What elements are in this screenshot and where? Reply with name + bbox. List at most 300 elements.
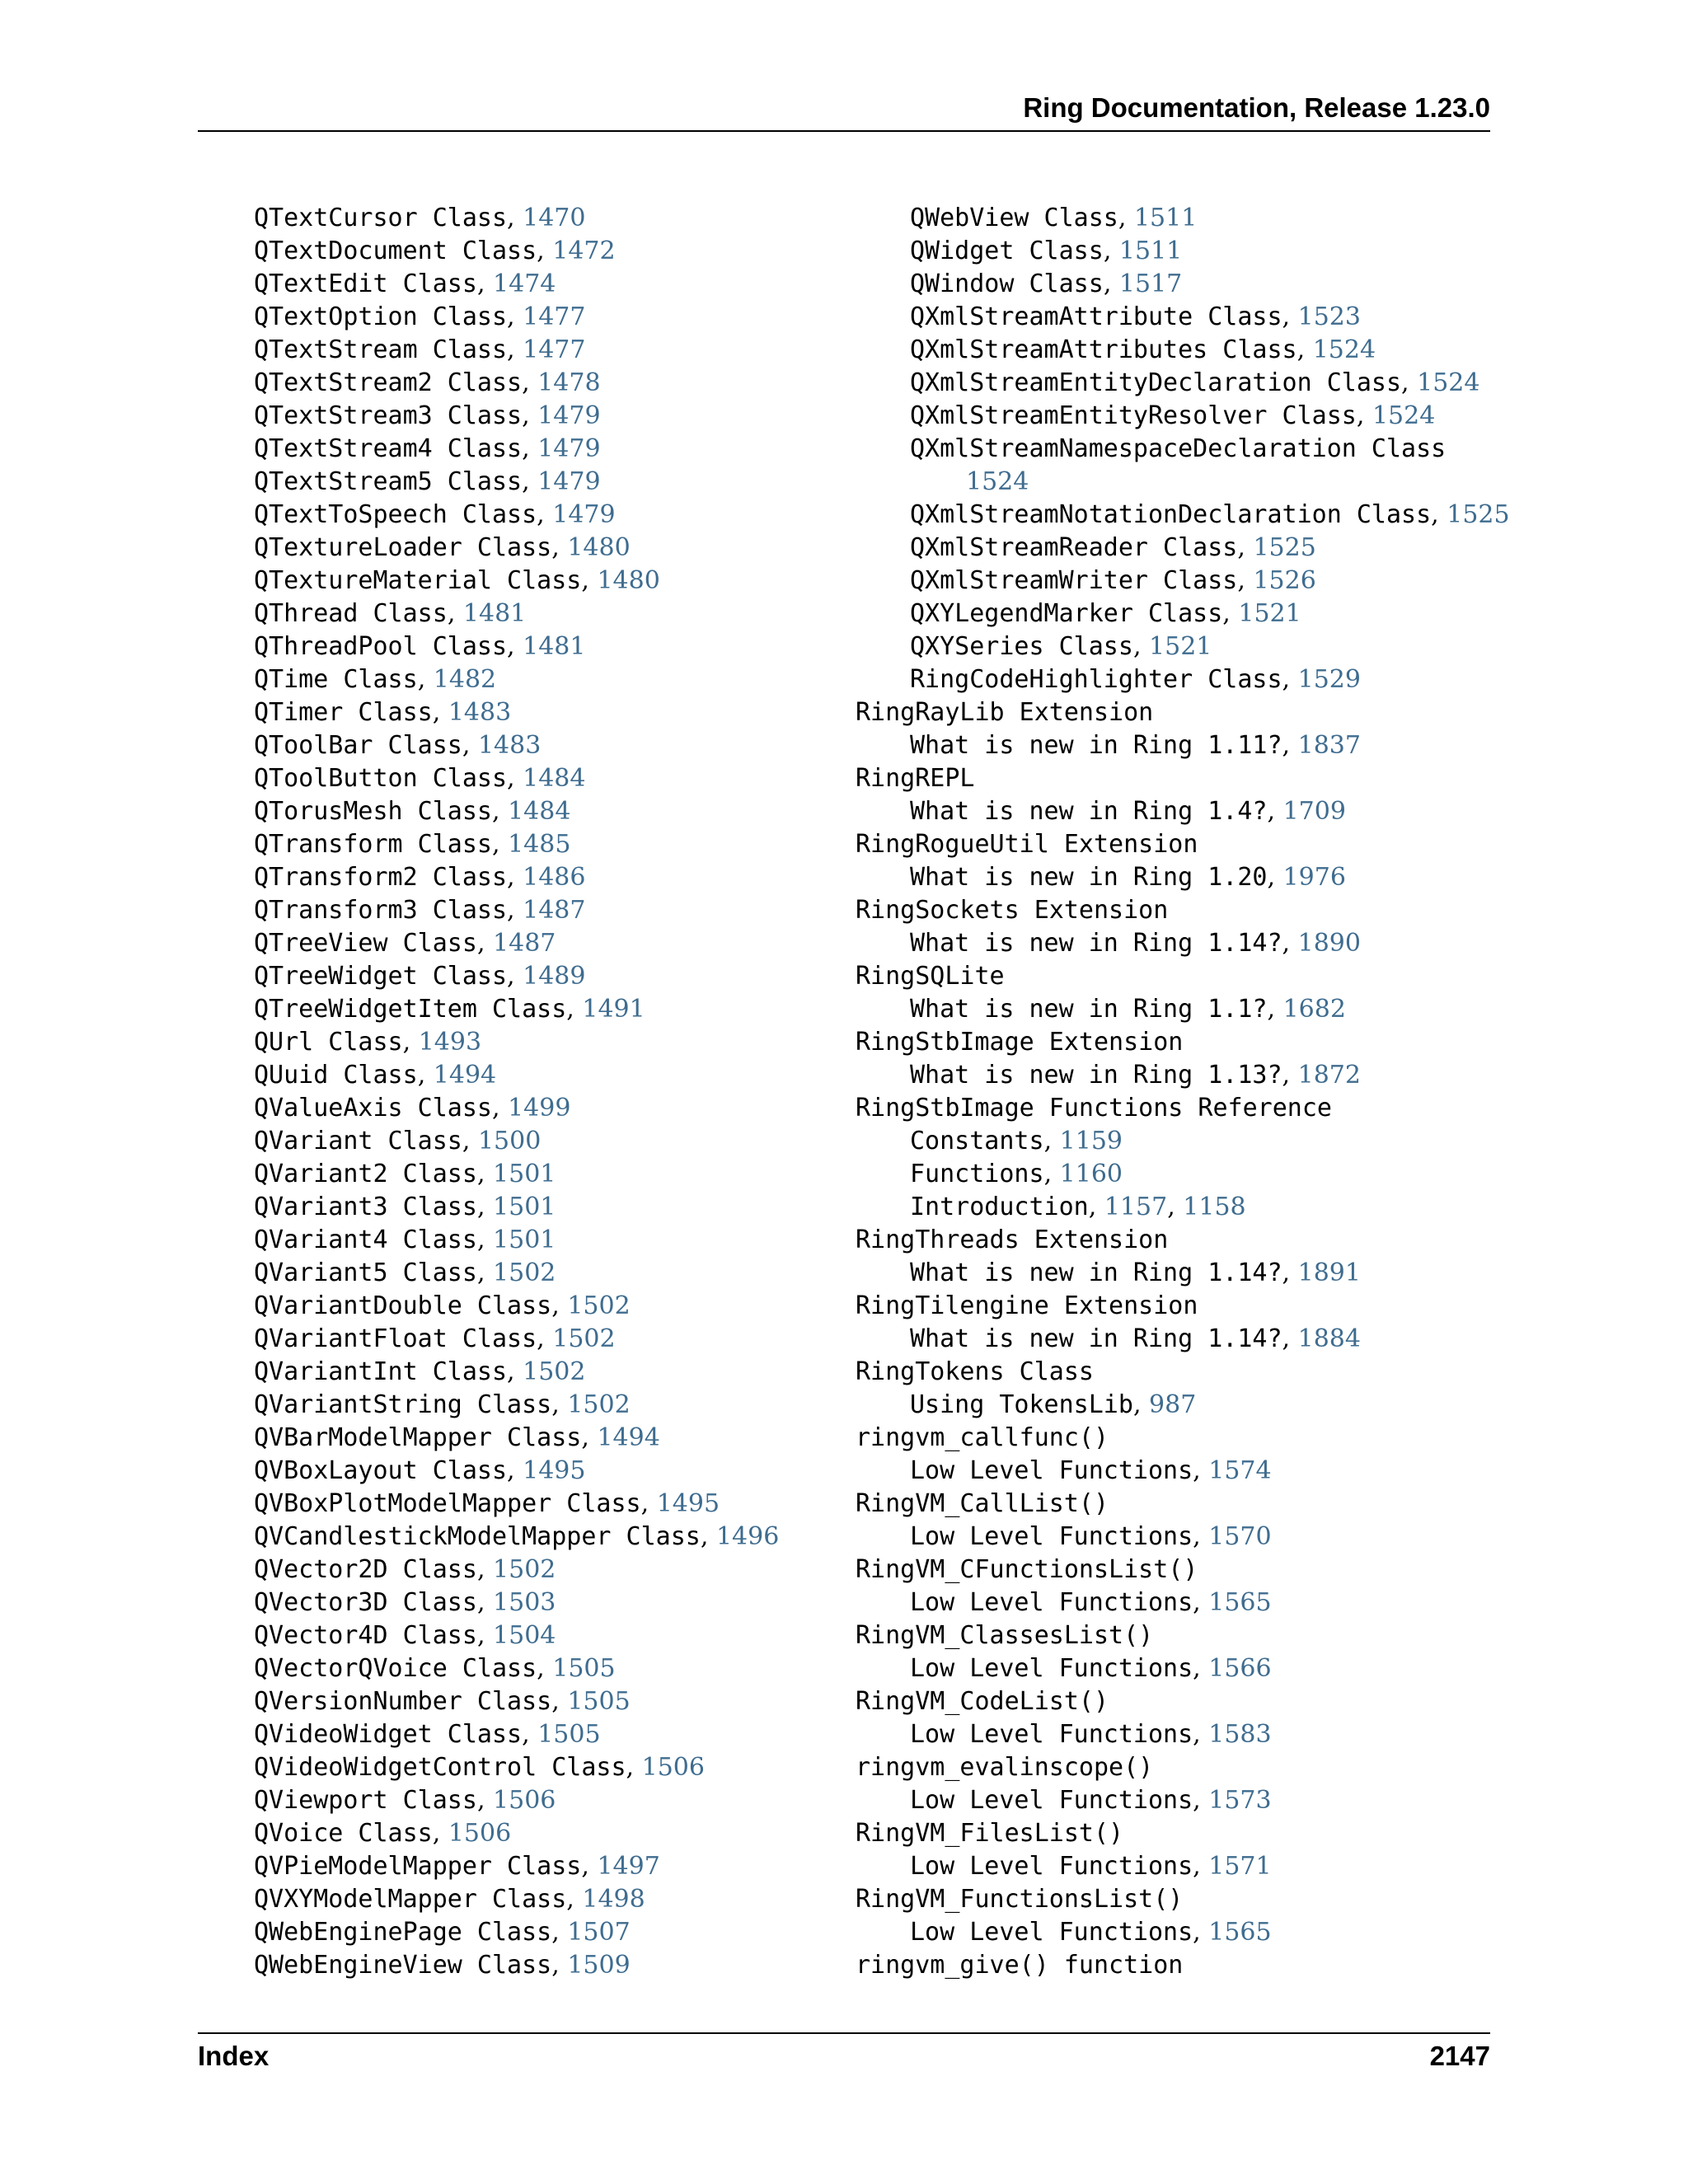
index-entry bbox=[856, 732, 1510, 765]
index-entry bbox=[856, 501, 1510, 534]
page-link[interactable]: 1511 bbox=[1133, 204, 1198, 232]
index-entry bbox=[254, 1391, 779, 1424]
index-entry bbox=[254, 1160, 779, 1193]
page-link[interactable]: 1502 bbox=[567, 1291, 631, 1320]
page-link[interactable]: 1481 bbox=[462, 599, 527, 628]
index-entry bbox=[856, 699, 1510, 732]
page-link[interactable]: 1505 bbox=[537, 1720, 601, 1749]
index-term: QWebEnginePage Class bbox=[254, 1918, 552, 1947]
index-term: QTextEdit Class bbox=[254, 269, 477, 298]
index-term: QWebView Class bbox=[910, 204, 1118, 232]
index-page-refs: , 1483 bbox=[462, 731, 542, 760]
index-page-refs: , 1571 bbox=[1193, 1852, 1272, 1881]
page-link[interactable]: 1566 bbox=[1208, 1654, 1272, 1683]
index-entry bbox=[254, 1688, 779, 1721]
footer-section-label: Index bbox=[198, 2041, 270, 2071]
index-term: QVoice Class bbox=[254, 1819, 433, 1848]
index-term: ringvm_give() function bbox=[856, 1951, 1184, 1980]
page-link[interactable]: 1524 bbox=[1417, 368, 1480, 397]
index-entry bbox=[254, 1029, 779, 1062]
index-entry bbox=[856, 1457, 1510, 1490]
index-entry bbox=[254, 336, 779, 369]
index-term: RingTilengine Extension bbox=[856, 1291, 1198, 1320]
page-link[interactable]: 1976 bbox=[1282, 863, 1346, 892]
index-term: RingStbImage Functions Reference bbox=[856, 1094, 1332, 1122]
index-term: QTimer Class bbox=[254, 698, 433, 727]
index-term: QVCandlestickModelMapper Class bbox=[254, 1522, 701, 1551]
page-link[interactable]: 1497 bbox=[597, 1852, 660, 1881]
index-page-refs: , 1481 bbox=[507, 632, 586, 661]
index-term: QVBoxLayout Class bbox=[254, 1456, 508, 1485]
page-link[interactable]: 1501 bbox=[493, 1226, 556, 1254]
page-link[interactable]: 1525 bbox=[1447, 500, 1510, 529]
index-entry bbox=[856, 1886, 1510, 1919]
index-term: QXmlStreamWriter Class bbox=[910, 566, 1238, 595]
page-link[interactable]: 1525 bbox=[1253, 533, 1316, 562]
index-term: What is new in Ring 1.14? bbox=[910, 1324, 1282, 1353]
index-entry bbox=[856, 534, 1510, 567]
index-entry bbox=[856, 1622, 1510, 1655]
page-link[interactable]: 1890 bbox=[1297, 929, 1361, 958]
page-link[interactable]: 1487 bbox=[523, 896, 586, 925]
page-link[interactable]: 1511 bbox=[1118, 237, 1183, 265]
page-link[interactable]: 1507 bbox=[567, 1918, 631, 1947]
index-page-refs: , 1521 bbox=[1132, 632, 1212, 661]
page-link[interactable]: 1484 bbox=[523, 764, 586, 793]
index-entry bbox=[254, 468, 779, 501]
index-page-refs: , 1507 bbox=[551, 1918, 631, 1947]
index-term: QTreeWidgetItem Class bbox=[254, 995, 567, 1024]
index-page-refs: , 1479 bbox=[522, 401, 601, 430]
index-entry bbox=[856, 765, 1510, 798]
page-link[interactable]: 987 bbox=[1149, 1390, 1197, 1419]
index-entry bbox=[254, 600, 779, 633]
page-link[interactable]: 1872 bbox=[1297, 1061, 1361, 1090]
page-link[interactable]: 1682 bbox=[1282, 995, 1346, 1024]
index-term: QVariantString Class bbox=[254, 1390, 552, 1419]
page-link[interactable]: 1160 bbox=[1059, 1160, 1123, 1188]
index-term: RingTokens Class bbox=[856, 1357, 1094, 1386]
index-page-refs: , 1491 bbox=[566, 995, 645, 1024]
index-term: QXmlStreamEntityResolver Class bbox=[910, 401, 1357, 430]
page-link[interactable]: 1494 bbox=[597, 1423, 660, 1452]
index-page-refs: , 1523 bbox=[1282, 302, 1361, 331]
index-term: QVBoxPlotModelMapper Class bbox=[254, 1489, 641, 1518]
index-term: QUrl Class bbox=[254, 1028, 403, 1057]
page-link[interactable]: 1495 bbox=[656, 1489, 720, 1518]
index-page-refs: , 1502 bbox=[537, 1324, 616, 1353]
index-term: QTextStream5 Class bbox=[254, 467, 523, 496]
index-term: QXmlStreamReader Class bbox=[910, 533, 1238, 562]
index-page-refs: , 1565 bbox=[1193, 1588, 1272, 1617]
index-term: Low Level Functions bbox=[910, 1588, 1193, 1617]
index-page-refs: , 1709 bbox=[1267, 797, 1346, 826]
index-entry bbox=[254, 699, 779, 732]
index-entry bbox=[254, 435, 779, 468]
index-page-refs: , 1495 bbox=[507, 1456, 586, 1485]
index-term: QTextOption Class bbox=[254, 302, 508, 331]
page-link[interactable]: 1523 bbox=[1297, 302, 1361, 331]
index-entry bbox=[856, 1424, 1510, 1457]
index-page-refs: , 1503 bbox=[476, 1588, 556, 1617]
footer-rule bbox=[198, 2032, 1490, 2034]
index-page-refs: , 1837 bbox=[1282, 731, 1361, 760]
index-page-refs: , 1497 bbox=[581, 1852, 660, 1881]
index-entry bbox=[856, 369, 1510, 402]
index-entry bbox=[856, 303, 1510, 336]
index-entry bbox=[254, 1292, 779, 1325]
index-term: QVariantInt Class bbox=[254, 1357, 508, 1386]
index-term: Low Level Functions bbox=[910, 1522, 1193, 1551]
footer-page-number: 2147 bbox=[1429, 2041, 1490, 2071]
page-link[interactable]: 1479 bbox=[537, 467, 601, 496]
index-term: QUuid Class bbox=[254, 1061, 418, 1090]
index-entry bbox=[856, 1787, 1510, 1820]
index-term: QTextStream Class bbox=[254, 335, 508, 364]
index-entry bbox=[254, 534, 779, 567]
index-term: Low Level Functions bbox=[910, 1720, 1193, 1749]
index-page-refs: , 987 bbox=[1132, 1390, 1197, 1419]
page-link[interactable]: 1574 bbox=[1208, 1456, 1272, 1485]
index-term: QXmlStreamEntityDeclaration Class bbox=[910, 368, 1402, 397]
page-link[interactable]: 1521 bbox=[1238, 599, 1301, 628]
index-term: QVideoWidget Class bbox=[254, 1720, 523, 1749]
page-link[interactable]: 1506 bbox=[641, 1753, 705, 1782]
page-link[interactable]: 1502 bbox=[493, 1555, 556, 1584]
index-term: RingRayLib Extension bbox=[856, 698, 1154, 727]
index-term: RingCodeHighlighter Class bbox=[910, 665, 1282, 694]
index-term: RingVM_CodeList() bbox=[856, 1687, 1109, 1716]
index-page-refs: , 1872 bbox=[1282, 1061, 1361, 1090]
index-page-refs: , 1480 bbox=[551, 533, 631, 562]
page-link[interactable]: 1482 bbox=[433, 665, 497, 694]
page-link[interactable]: 1524 bbox=[1372, 401, 1436, 430]
index-page-refs: , 1525 bbox=[1237, 533, 1316, 562]
index-entry bbox=[856, 1589, 1510, 1622]
page-link[interactable]: 1478 bbox=[537, 368, 601, 397]
index-entry bbox=[856, 1160, 1510, 1193]
index-entry bbox=[856, 864, 1510, 897]
page-link[interactable]: 1529 bbox=[1297, 665, 1361, 694]
page-link[interactable]: 1496 bbox=[715, 1522, 780, 1551]
index-term: What is new in Ring 1.1? bbox=[910, 995, 1268, 1024]
index-term: QToolBar Class bbox=[254, 731, 462, 760]
index-page-refs: , 1478 bbox=[522, 368, 601, 397]
index-page-refs: , 1470 bbox=[507, 204, 586, 232]
page-link[interactable]: 1489 bbox=[523, 962, 586, 991]
index-entry bbox=[856, 1029, 1510, 1062]
index-page-refs: , 1487 bbox=[507, 896, 586, 925]
index-entry bbox=[254, 930, 779, 963]
page-link[interactable]: 1483 bbox=[477, 731, 542, 760]
index-page-refs: , 1524 bbox=[1296, 335, 1376, 364]
index-page-refs: , 1486 bbox=[507, 863, 586, 892]
index-term: QXmlStreamNamespaceDeclaration Class bbox=[910, 434, 1447, 463]
page-link[interactable]: 1474 bbox=[493, 269, 556, 298]
index-column-right bbox=[856, 204, 1510, 1985]
index-entry bbox=[856, 1556, 1510, 1589]
page-link[interactable]: 1502 bbox=[523, 1357, 586, 1386]
index-term: QVersionNumber Class bbox=[254, 1687, 552, 1716]
index-page-refs: , 1524 bbox=[1401, 368, 1480, 397]
index-term: QTextDocument Class bbox=[254, 237, 537, 265]
index-term: Low Level Functions bbox=[910, 1918, 1193, 1947]
index-page-refs: , 1501 bbox=[476, 1160, 556, 1188]
index-entry bbox=[254, 1127, 779, 1160]
index-entry bbox=[254, 1259, 779, 1292]
index-page-refs: , 1502 bbox=[507, 1357, 586, 1386]
index-page-refs: , 1574 bbox=[1193, 1456, 1272, 1485]
index-term: Low Level Functions bbox=[910, 1852, 1193, 1881]
page-link[interactable]: 1480 bbox=[567, 533, 631, 562]
page-link[interactable]: 1483 bbox=[448, 698, 512, 727]
index-term: What is new in Ring 1.4? bbox=[910, 797, 1268, 826]
index-term: QVXYModelMapper Class bbox=[254, 1885, 567, 1914]
index-entry bbox=[856, 1325, 1510, 1358]
index-entry bbox=[254, 633, 779, 666]
index-entry bbox=[856, 996, 1510, 1029]
page-link[interactable]: 1498 bbox=[582, 1885, 645, 1914]
index-term: What is new in Ring 1.14? bbox=[910, 929, 1282, 958]
page-link[interactable]: 1157 bbox=[1104, 1193, 1168, 1221]
index-page-refs: , 1511 bbox=[1118, 204, 1198, 232]
index-entry bbox=[254, 402, 779, 435]
index-entry bbox=[856, 1919, 1510, 1952]
page-link[interactable]: 1495 bbox=[523, 1456, 586, 1485]
page-link[interactable]: 1470 bbox=[523, 204, 586, 232]
index-entry bbox=[254, 1490, 779, 1523]
index-term: Introduction bbox=[910, 1193, 1089, 1221]
page-link[interactable]: 1565 bbox=[1208, 1918, 1272, 1947]
page-link[interactable]: 1472 bbox=[552, 237, 616, 265]
index-term: QTreeView Class bbox=[254, 929, 477, 958]
index-term: Using TokensLib bbox=[910, 1390, 1133, 1419]
index-page-refs: , 1976 bbox=[1267, 863, 1346, 892]
index-page-refs: , 1479 bbox=[537, 500, 616, 529]
index-entry bbox=[254, 1622, 779, 1655]
page-link[interactable]: 1891 bbox=[1297, 1258, 1361, 1287]
index-page-refs: , 1682 bbox=[1267, 995, 1346, 1024]
index-page-refs: , 1573 bbox=[1193, 1786, 1272, 1815]
page-link[interactable]: 1570 bbox=[1208, 1522, 1272, 1551]
page-link[interactable]: 1521 bbox=[1149, 632, 1212, 661]
index-term: QVector2D Class bbox=[254, 1555, 477, 1584]
page-link[interactable]: 1479 bbox=[537, 401, 601, 430]
index-entry bbox=[856, 1358, 1510, 1391]
page-link[interactable]: 1485 bbox=[508, 830, 571, 859]
index-page-refs: , 1494 bbox=[581, 1423, 660, 1452]
index-entry bbox=[254, 501, 779, 534]
index-entry bbox=[856, 1754, 1510, 1787]
index-term: ringvm_evalinscope() bbox=[856, 1753, 1154, 1782]
index-entry bbox=[254, 1556, 779, 1589]
index-page-refs: , 1474 bbox=[476, 269, 556, 298]
page-link[interactable]: 1709 bbox=[1282, 797, 1346, 826]
index-term: RingVM_FunctionsList() bbox=[856, 1885, 1184, 1914]
index-entry bbox=[856, 435, 1510, 468]
index-entry bbox=[254, 303, 779, 336]
page-link[interactable]: 1502 bbox=[567, 1390, 631, 1419]
page-link[interactable]: 1526 bbox=[1253, 566, 1316, 595]
index-term: Low Level Functions bbox=[910, 1654, 1193, 1683]
index-term: Low Level Functions bbox=[910, 1456, 1193, 1485]
index-page-refs: , 1884 bbox=[1282, 1324, 1361, 1353]
index-entry bbox=[856, 1523, 1510, 1556]
index-page-refs: , 1477 bbox=[507, 302, 586, 331]
page-link[interactable]: 1500 bbox=[477, 1127, 542, 1155]
index-term: Constants bbox=[910, 1127, 1044, 1155]
page-link[interactable]: 1571 bbox=[1208, 1852, 1272, 1881]
index-entry bbox=[254, 1919, 779, 1952]
index-entry bbox=[856, 798, 1510, 831]
page-link[interactable]: 1502 bbox=[552, 1324, 616, 1353]
index-term: RingREPL bbox=[856, 764, 975, 793]
index-entry bbox=[856, 1721, 1510, 1754]
index-term: QVariant2 Class bbox=[254, 1160, 477, 1188]
index-entry bbox=[856, 336, 1510, 369]
index-page-refs: , 1509 bbox=[551, 1951, 631, 1980]
index-page-refs: , 1525 bbox=[1431, 500, 1510, 529]
index-entry bbox=[856, 1127, 1510, 1160]
page-link[interactable]: 1479 bbox=[552, 500, 616, 529]
index-page-refs: , 1890 bbox=[1282, 929, 1361, 958]
index-entry bbox=[856, 1391, 1510, 1424]
page-link[interactable]: 1504 bbox=[493, 1621, 556, 1650]
page-link[interactable]: 1484 bbox=[508, 797, 571, 826]
page-link[interactable]: 1565 bbox=[1208, 1588, 1272, 1617]
index-entry bbox=[856, 567, 1510, 600]
page-link[interactable]: 1159 bbox=[1059, 1127, 1123, 1155]
index-page-refs: , 1483 bbox=[432, 698, 512, 727]
index-page-refs: , 1493 bbox=[402, 1028, 482, 1057]
index-entry bbox=[254, 1226, 779, 1259]
index-entry bbox=[254, 567, 779, 600]
index-entry bbox=[856, 1062, 1510, 1094]
page-link[interactable]: 1524 bbox=[966, 467, 1029, 496]
index-entry bbox=[254, 1754, 779, 1787]
index-entry bbox=[254, 1787, 779, 1820]
index-entry bbox=[254, 765, 779, 798]
running-header-title: Ring Documentation, Release 1.23.0 bbox=[1023, 92, 1490, 123]
page-link[interactable]: 1501 bbox=[493, 1160, 556, 1188]
index-term: What is new in Ring 1.14? bbox=[910, 1258, 1282, 1287]
index-page-refs: , 1479 bbox=[522, 467, 601, 496]
index-entry bbox=[856, 831, 1510, 864]
index-entry bbox=[254, 996, 779, 1029]
index-page-refs: , 1485 bbox=[491, 830, 571, 859]
index-page-refs: , 1480 bbox=[581, 566, 660, 595]
index-page-refs: , 1157, 1158 bbox=[1088, 1193, 1246, 1221]
page-link[interactable]: 1524 bbox=[1312, 335, 1376, 364]
index-term: QVector3D Class bbox=[254, 1588, 477, 1617]
index-page-refs: , 1159 bbox=[1043, 1127, 1123, 1155]
index-entry bbox=[254, 270, 779, 303]
page-link[interactable]: 1499 bbox=[508, 1094, 571, 1122]
page-link[interactable]: 1477 bbox=[523, 302, 586, 331]
index-page-refs: , 1506 bbox=[476, 1786, 556, 1815]
page-link[interactable]: 1503 bbox=[493, 1588, 556, 1617]
page-link[interactable]: 1837 bbox=[1297, 731, 1361, 760]
index-page-refs: , 1489 bbox=[507, 962, 586, 991]
page-link[interactable]: 1509 bbox=[567, 1951, 631, 1980]
index-entry bbox=[254, 1853, 779, 1886]
page-link[interactable]: 1479 bbox=[537, 434, 601, 463]
index-term: QVideoWidgetControl Class bbox=[254, 1753, 626, 1782]
index-entry bbox=[254, 1886, 779, 1919]
page-link[interactable]: 1884 bbox=[1297, 1324, 1361, 1353]
index-entry bbox=[254, 204, 779, 237]
index-term: QVariant5 Class bbox=[254, 1258, 477, 1287]
index-term: QTextureMaterial Class bbox=[254, 566, 582, 595]
index-term: What is new in Ring 1.20 bbox=[910, 863, 1268, 892]
index-entry bbox=[856, 1820, 1510, 1853]
page-link[interactable]: 1477 bbox=[523, 335, 586, 364]
index-entry bbox=[254, 1655, 779, 1688]
index-term: QVector4D Class bbox=[254, 1621, 477, 1650]
index-entry bbox=[856, 1490, 1510, 1523]
page-link[interactable]: 1505 bbox=[552, 1654, 616, 1683]
index-page-refs: , 1496 bbox=[700, 1522, 780, 1551]
page-link[interactable]: 1573 bbox=[1208, 1786, 1272, 1815]
index-entry bbox=[856, 1853, 1510, 1886]
index-entry bbox=[856, 402, 1510, 435]
page-link[interactable]: 1501 bbox=[493, 1193, 556, 1221]
index-term: QXYLegendMarker Class bbox=[910, 599, 1223, 628]
index-entry bbox=[254, 831, 779, 864]
index-term: RingVM_CallList() bbox=[856, 1489, 1109, 1518]
page-link[interactable]: 1158 bbox=[1183, 1193, 1246, 1221]
index-page-refs: , 1506 bbox=[432, 1819, 512, 1848]
index-term: QTime Class bbox=[254, 665, 418, 694]
index-page-refs: , 1500 bbox=[462, 1127, 542, 1155]
page-link[interactable]: 1486 bbox=[523, 863, 586, 892]
page-link[interactable]: 1502 bbox=[493, 1258, 556, 1287]
index-term: QThread Class bbox=[254, 599, 448, 628]
index-page-refs: , 1501 bbox=[476, 1193, 556, 1221]
index-page-refs: , 1529 bbox=[1282, 665, 1361, 694]
index-term: RingSQLite bbox=[856, 962, 1005, 991]
index-term: QVPieModelMapper Class bbox=[254, 1852, 582, 1881]
index-page-refs: , 1521 bbox=[1222, 599, 1301, 628]
page-link[interactable]: 1480 bbox=[597, 566, 660, 595]
page-link[interactable]: 1505 bbox=[567, 1687, 631, 1716]
page-link[interactable]: 1491 bbox=[582, 995, 645, 1024]
index-entry bbox=[856, 1094, 1510, 1127]
index-entry bbox=[254, 1457, 779, 1490]
index-term: QTorusMesh Class bbox=[254, 797, 492, 826]
page-link[interactable]: 1487 bbox=[493, 929, 556, 958]
page-link[interactable]: 1481 bbox=[523, 632, 586, 661]
index-entry bbox=[254, 963, 779, 996]
index-page-refs: , 1506 bbox=[626, 1753, 705, 1782]
index-term: RingThreads Extension bbox=[856, 1226, 1169, 1254]
page-link[interactable]: 1517 bbox=[1118, 269, 1183, 298]
index-term: QXYSeries Class bbox=[910, 632, 1133, 661]
index-page-refs: , 1565 bbox=[1193, 1918, 1272, 1947]
page-link[interactable]: 1494 bbox=[433, 1061, 497, 1090]
page-link[interactable]: 1506 bbox=[448, 1819, 512, 1848]
page-link[interactable]: 1583 bbox=[1208, 1720, 1272, 1749]
index-entry bbox=[254, 1062, 779, 1094]
index-page-refs: , 1477 bbox=[507, 335, 586, 364]
index-entry bbox=[254, 237, 779, 270]
index-page-refs: , 1487 bbox=[476, 929, 556, 958]
page-link[interactable]: 1493 bbox=[418, 1028, 482, 1057]
page-link[interactable]: 1506 bbox=[493, 1786, 556, 1815]
index-entry bbox=[856, 1688, 1510, 1721]
index-page-refs: , 1502 bbox=[476, 1258, 556, 1287]
index-page-refs: , 1505 bbox=[537, 1654, 616, 1683]
